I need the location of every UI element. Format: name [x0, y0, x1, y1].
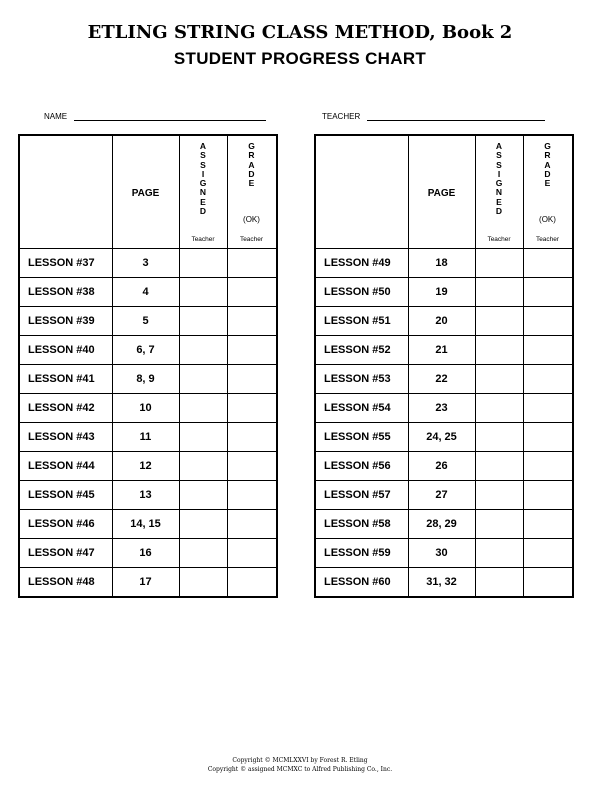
lesson-row: [315, 481, 573, 510]
lesson-label: LESSON #60: [315, 568, 408, 598]
lesson-row: [19, 568, 277, 598]
page-number: 6, 7: [112, 336, 179, 365]
grade-cell[interactable]: [227, 452, 277, 481]
assigned-letter: E: [200, 196, 206, 207]
name-line: [74, 120, 266, 121]
assigned-cell[interactable]: [179, 568, 227, 598]
assigned-vertical-label: [180, 142, 227, 216]
assigned-cell[interactable]: [475, 510, 523, 539]
grade-cell[interactable]: [523, 278, 573, 307]
grade-cell[interactable]: [523, 307, 573, 336]
assigned-letter: G: [199, 178, 207, 189]
grade-ok-label: (OK): [243, 215, 260, 224]
lesson-label: LESSON #50: [315, 278, 408, 307]
grade-cell[interactable]: [523, 481, 573, 510]
grade-cell[interactable]: [227, 481, 277, 510]
assigned-letter: E: [496, 196, 502, 207]
assigned-vertical-label: [476, 142, 523, 216]
lesson-label: LESSON #55: [315, 423, 408, 452]
assigned-cell[interactable]: [179, 307, 227, 336]
grade-cell[interactable]: [227, 394, 277, 423]
page-number: 26: [408, 452, 475, 481]
assigned-heading: [476, 136, 523, 248]
assigned-heading: [180, 136, 227, 248]
lesson-row: [315, 510, 573, 539]
assigned-letter: S: [496, 159, 502, 170]
lesson-row: [315, 249, 573, 278]
lesson-row: [19, 307, 277, 336]
name-label: NAME: [44, 112, 68, 121]
grade-cell[interactable]: [227, 539, 277, 568]
document-subtitle: STUDENT PROGRESS CHART: [173, 49, 427, 68]
lesson-row: [315, 423, 573, 452]
page-number: 21: [408, 336, 475, 365]
header-row: [19, 135, 277, 249]
assigned-letter: I: [201, 168, 205, 179]
assigned-cell[interactable]: [475, 365, 523, 394]
assigned-cell[interactable]: [475, 423, 523, 452]
copyright-notice: [0, 756, 600, 774]
grade-cell[interactable]: [227, 423, 277, 452]
copyright-line-2: Copyright © assigned MCMXC to Alfred Publishing Co., Inc.: [207, 766, 393, 773]
assigned-teacher-label: Teacher: [487, 236, 511, 243]
grade-cell[interactable]: [523, 452, 573, 481]
assigned-letter: D: [495, 206, 503, 217]
grade-cell[interactable]: [523, 568, 573, 598]
page-number: 17: [112, 568, 179, 598]
lesson-label: LESSON #47: [19, 539, 112, 568]
grade-cell[interactable]: [523, 336, 573, 365]
page-header-cell: [408, 135, 475, 249]
assigned-cell[interactable]: [179, 510, 227, 539]
assigned-cell[interactable]: [475, 336, 523, 365]
header-row: [315, 135, 573, 249]
grade-letter: D: [544, 168, 551, 179]
assigned-cell[interactable]: [179, 423, 227, 452]
assigned-cell[interactable]: [475, 481, 523, 510]
page-number: 14, 15: [112, 510, 179, 539]
lesson-label: LESSON #37: [19, 249, 112, 278]
lesson-label: LESSON #52: [315, 336, 408, 365]
lesson-row: [315, 452, 573, 481]
lesson-label: LESSON #44: [19, 452, 112, 481]
grade-cell[interactable]: [523, 539, 573, 568]
lesson-label: LESSON #45: [19, 481, 112, 510]
lesson-label: LESSON #38: [19, 278, 112, 307]
grade-heading: [228, 136, 276, 248]
grade-letter: R: [544, 150, 551, 161]
assigned-cell[interactable]: [475, 249, 523, 278]
lesson-label: LESSON #46: [19, 510, 112, 539]
grade-letter: R: [248, 150, 255, 161]
lesson-label: LESSON #40: [19, 336, 112, 365]
assigned-cell[interactable]: [475, 307, 523, 336]
assigned-cell[interactable]: [475, 394, 523, 423]
progress-table-left: [18, 134, 278, 598]
assigned-cell[interactable]: [179, 278, 227, 307]
assigned-letter: S: [200, 150, 206, 161]
grade-cell[interactable]: [523, 365, 573, 394]
page-number: 5: [112, 307, 179, 336]
assigned-letter: D: [199, 206, 207, 217]
lesson-label: LESSON #58: [315, 510, 408, 539]
lesson-row: [19, 249, 277, 278]
assigned-cell[interactable]: [179, 336, 227, 365]
assigned-cell[interactable]: [475, 539, 523, 568]
grade-letter: D: [248, 168, 255, 179]
assigned-letter: S: [496, 150, 502, 161]
lesson-row: [19, 481, 277, 510]
lesson-label: LESSON #59: [315, 539, 408, 568]
assigned-letter: N: [199, 187, 207, 198]
assigned-cell[interactable]: [179, 539, 227, 568]
page-number: 3: [112, 249, 179, 278]
assigned-cell[interactable]: [179, 249, 227, 278]
assigned-letter: N: [495, 187, 503, 198]
page-number: 10: [112, 394, 179, 423]
lesson-label: LESSON #54: [315, 394, 408, 423]
assigned-cell[interactable]: [179, 394, 227, 423]
assigned-letter: S: [200, 159, 206, 170]
lesson-label: LESSON #48: [19, 568, 112, 598]
progress-table-right: [314, 134, 574, 598]
lesson-label: LESSON #39: [19, 307, 112, 336]
page-number: 28, 29: [408, 510, 475, 539]
document-title: ETLING STRING CLASS METHOD, Book 2: [87, 22, 513, 43]
grade-header-cell: [227, 135, 277, 249]
lesson-row: [19, 510, 277, 539]
page-number: 20: [408, 307, 475, 336]
lesson-row: [19, 539, 277, 568]
lesson-row: [315, 365, 573, 394]
lesson-row: [19, 365, 277, 394]
lesson-header-cell: [315, 135, 408, 249]
grade-cell[interactable]: [227, 278, 277, 307]
lesson-header-cell: [19, 135, 112, 249]
assigned-cell[interactable]: [179, 452, 227, 481]
grade-letter: G: [544, 141, 551, 151]
lesson-row: [315, 278, 573, 307]
lesson-row: [19, 336, 277, 365]
grade-vertical-label: [228, 142, 276, 188]
page-number: 18: [408, 249, 475, 278]
page-header-cell: [112, 135, 179, 249]
grade-letter: A: [248, 159, 255, 170]
grade-teacher-label: Teacher: [535, 236, 560, 243]
assigned-letter: A: [495, 141, 503, 151]
lesson-label: LESSON #51: [315, 307, 408, 336]
page-header: PAGE: [427, 188, 456, 199]
lesson-row: [19, 452, 277, 481]
page-number: 8, 9: [112, 365, 179, 394]
lesson-label: LESSON #49: [315, 249, 408, 278]
lesson-row: [315, 336, 573, 365]
page-number: 19: [408, 278, 475, 307]
grade-letter: E: [248, 178, 255, 189]
page-number: 16: [112, 539, 179, 568]
lesson-label: LESSON #43: [19, 423, 112, 452]
lesson-row: [315, 307, 573, 336]
page-number: 30: [408, 539, 475, 568]
lesson-label: LESSON #53: [315, 365, 408, 394]
page-number: 24, 25: [408, 423, 475, 452]
grade-cell[interactable]: [227, 568, 277, 598]
grade-cell[interactable]: [227, 249, 277, 278]
grade-cell[interactable]: [523, 249, 573, 278]
grade-cell[interactable]: [227, 336, 277, 365]
teacher-label: TEACHER: [322, 112, 361, 121]
lesson-label: LESSON #57: [315, 481, 408, 510]
assigned-letter: A: [199, 141, 207, 151]
page-number: 31, 32: [408, 568, 475, 598]
lesson-label: LESSON #42: [19, 394, 112, 423]
teacher-line: [367, 120, 545, 121]
lesson-row: [315, 568, 573, 598]
page-number: 4: [112, 278, 179, 307]
assigned-cell[interactable]: [179, 365, 227, 394]
grade-cell[interactable]: [227, 365, 277, 394]
page-number: 13: [112, 481, 179, 510]
assigned-header-cell: [179, 135, 227, 249]
page-number: 27: [408, 481, 475, 510]
assigned-cell[interactable]: [475, 452, 523, 481]
lesson-label: LESSON #41: [19, 365, 112, 394]
assigned-cell[interactable]: [475, 568, 523, 598]
grade-heading: [524, 136, 572, 248]
page-number: 23: [408, 394, 475, 423]
grade-cell[interactable]: [523, 394, 573, 423]
copyright-line-1: Copyright © MCMLXXVI by Forest R. Etling: [232, 757, 368, 764]
assigned-letter: I: [497, 168, 501, 179]
assigned-cell[interactable]: [179, 481, 227, 510]
lesson-row: [19, 278, 277, 307]
grade-cell[interactable]: [227, 307, 277, 336]
grade-teacher-label: Teacher: [239, 236, 264, 243]
grade-vertical-label: [524, 142, 572, 188]
lesson-row: [315, 394, 573, 423]
page-number: 22: [408, 365, 475, 394]
assigned-header-cell: [475, 135, 523, 249]
page-number: 11: [112, 423, 179, 452]
grade-letter: E: [544, 178, 551, 189]
grade-letter: G: [248, 141, 255, 151]
assigned-teacher-label: Teacher: [191, 236, 215, 243]
grade-letter: A: [544, 159, 551, 170]
lesson-row: [19, 423, 277, 452]
lesson-row: [19, 394, 277, 423]
grade-cell[interactable]: [227, 510, 277, 539]
grade-cell[interactable]: [523, 510, 573, 539]
lesson-row: [315, 539, 573, 568]
lesson-label: LESSON #56: [315, 452, 408, 481]
page-header: PAGE: [131, 188, 160, 199]
assigned-letter: G: [495, 178, 503, 189]
assigned-cell[interactable]: [475, 278, 523, 307]
grade-cell[interactable]: [523, 423, 573, 452]
page-number: 12: [112, 452, 179, 481]
grade-header-cell: [523, 135, 573, 249]
grade-ok-label: (OK): [539, 215, 556, 224]
